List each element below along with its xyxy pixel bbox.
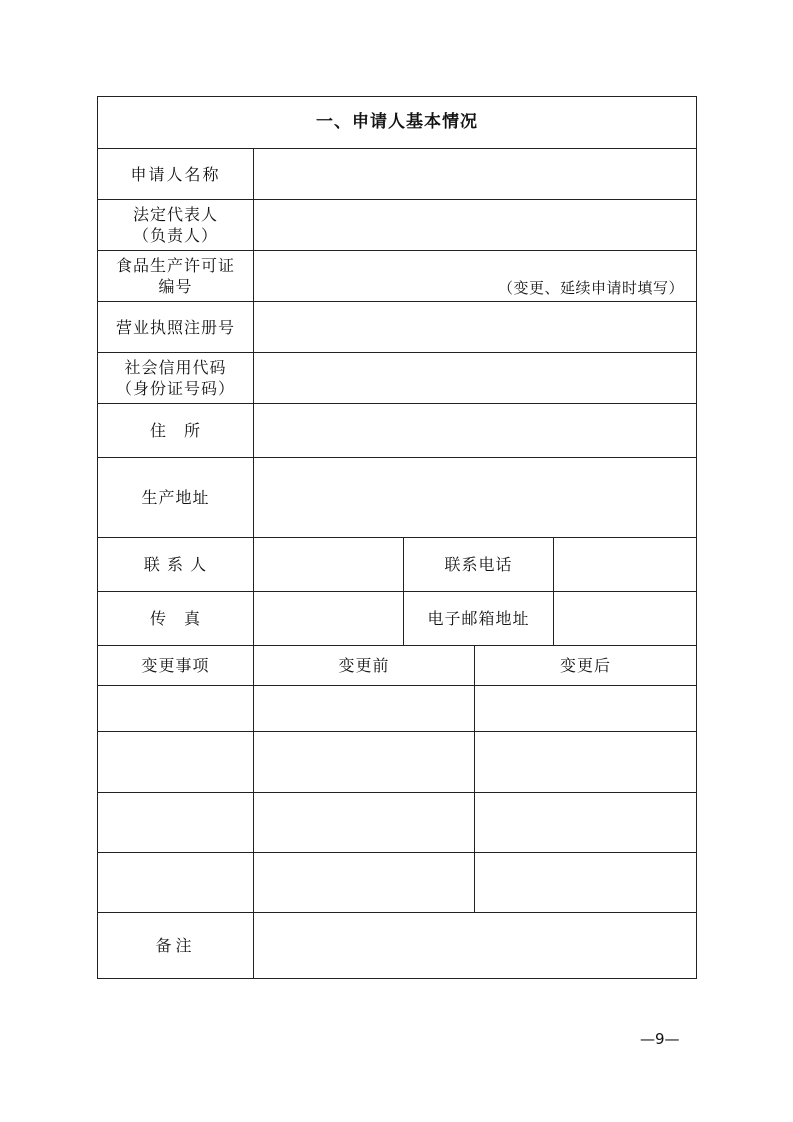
email-field[interactable] [554,592,697,646]
contact-person-field[interactable] [254,538,404,592]
legal-rep-label-line1: 法定代表人 [132,205,218,224]
change-after-cell[interactable] [475,732,697,793]
change-before-cell[interactable] [254,686,475,732]
remarks-field[interactable] [254,913,697,979]
change-after-cell[interactable] [475,686,697,732]
license-number-field[interactable] [254,251,697,302]
residence-field[interactable] [254,404,697,458]
credit-code-field[interactable] [254,353,697,404]
change-item-cell[interactable] [98,853,254,913]
change-after-header: 变更后 [475,646,697,686]
change-row [98,793,697,853]
change-before-cell[interactable] [254,732,475,793]
residence-label: 住 所 [98,404,254,458]
license-number-label [98,251,254,302]
legal-representative-field[interactable] [254,200,697,251]
change-row [98,686,697,732]
fax-field[interactable] [254,592,404,646]
license-number-label-line2: 编号 [158,277,193,296]
applicant-name-label: 申请人名称 [98,149,254,200]
license-number-hint: （变更、延续申请时填写） [498,279,685,297]
change-before-header: 变更前 [254,646,475,686]
business-license-label: 营业执照注册号 [98,302,254,353]
change-item-cell[interactable] [98,732,254,793]
production-address-field[interactable] [254,458,697,538]
business-license-field[interactable] [254,302,697,353]
change-row [98,853,697,913]
remarks-label: 备注 [98,913,254,979]
contact-person-label: 联 系 人 [98,538,254,592]
credit-code-label [98,353,254,404]
change-before-cell[interactable] [254,853,475,913]
credit-code-label-line1: 社会信用代码 [124,358,227,377]
change-item-header: 变更事项 [98,646,254,686]
legal-representative-label [98,200,254,251]
change-item-cell[interactable] [98,793,254,853]
change-row [98,732,697,793]
page-number: —9— [640,1030,680,1048]
license-number-label-line1: 食品生产许可证 [115,256,235,275]
contact-phone-label: 联系电话 [404,538,554,592]
applicant-name-field[interactable] [254,149,697,200]
production-address-label: 生产地址 [98,458,254,538]
legal-rep-label-line2: （负责人） [132,226,218,245]
application-form-table [97,96,697,979]
change-before-cell[interactable] [254,793,475,853]
email-label: 电子邮箱地址 [404,592,554,646]
section-title: 一、申请人基本情况 [98,97,697,149]
change-after-cell[interactable] [475,793,697,853]
change-item-cell[interactable] [98,686,254,732]
fax-label: 传 真 [98,592,254,646]
change-after-cell[interactable] [475,853,697,913]
contact-phone-field[interactable] [554,538,697,592]
credit-code-label-line2: （身份证号码） [115,379,235,398]
